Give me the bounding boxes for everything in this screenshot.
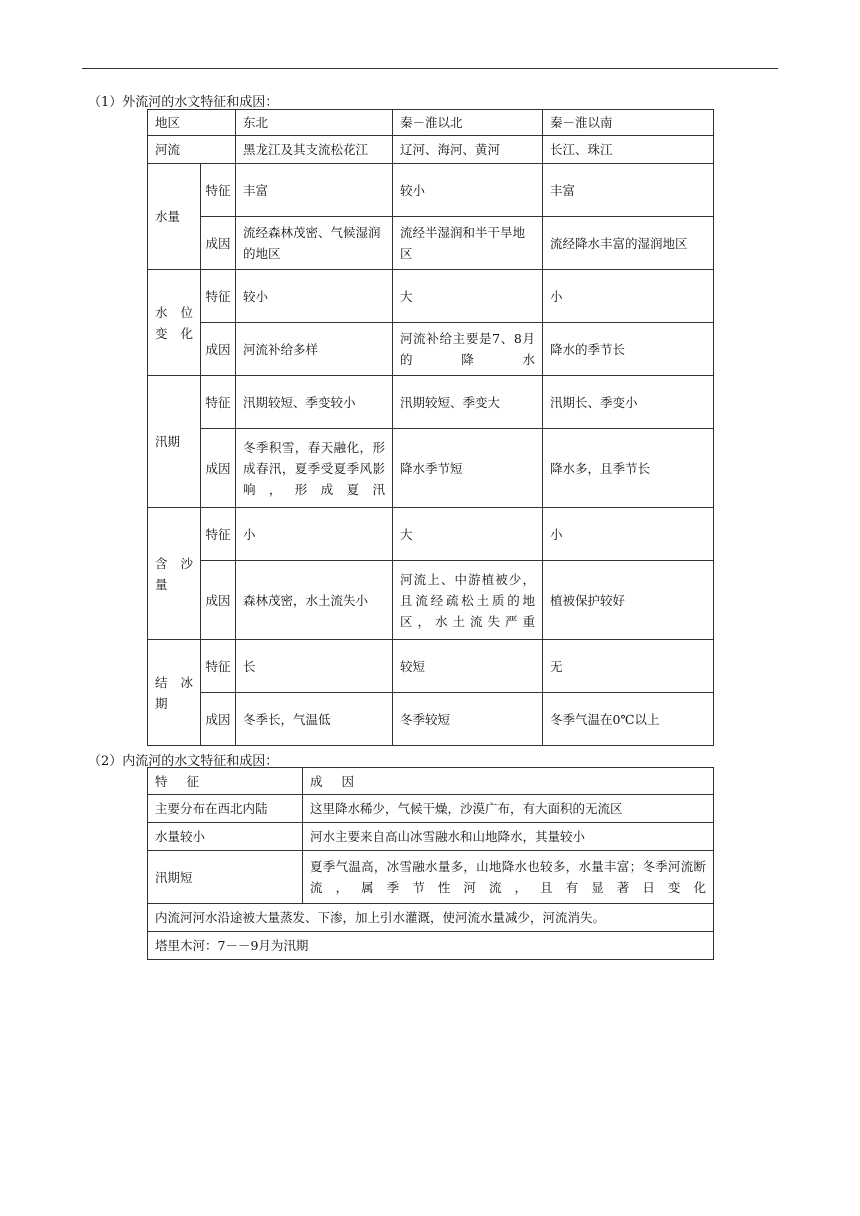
cell: 大 bbox=[393, 270, 543, 323]
attr-feature: 特征 bbox=[201, 508, 236, 561]
table-row bbox=[148, 164, 714, 217]
attr-feature: 特征 bbox=[201, 270, 236, 323]
attr-feature: 特征 bbox=[201, 164, 236, 217]
header-northeast: 东北 bbox=[236, 110, 393, 136]
header-north-of-qinhuai: 秦－淮以北 bbox=[393, 110, 543, 136]
cell: 丰富 bbox=[543, 164, 714, 217]
header-region: 地区 bbox=[148, 110, 236, 136]
cell: 较小 bbox=[236, 270, 393, 323]
group-label-water-level: 水 位 变化 bbox=[148, 270, 201, 376]
note-row: 塔里木河：7－－9月为汛期 bbox=[148, 932, 714, 960]
header-south-of-qinhuai: 秦－淮以南 bbox=[543, 110, 714, 136]
cell: 主要分布在西北内陆 bbox=[148, 795, 303, 823]
table-row bbox=[148, 795, 714, 823]
header-rule bbox=[82, 68, 778, 69]
cell: 冬季气温在0℃以上 bbox=[543, 693, 714, 746]
cell: 流经森林茂密、气候湿润的地区 bbox=[236, 217, 393, 270]
table-row bbox=[148, 932, 714, 960]
cell: 水量较小 bbox=[148, 823, 303, 851]
cell: 长 bbox=[236, 640, 393, 693]
attr-cause: 成因 bbox=[201, 693, 236, 746]
cell: 降水的季节长 bbox=[543, 323, 714, 376]
table-row bbox=[148, 851, 714, 904]
cell: 这里降水稀少，气候干燥，沙漠广布，有大面积的无流区 bbox=[303, 795, 714, 823]
cell: 河流补给多样 bbox=[236, 323, 393, 376]
cell: 小 bbox=[236, 508, 393, 561]
cell: 降水季节短 bbox=[393, 429, 543, 508]
row-label-river: 河流 bbox=[148, 136, 236, 164]
cell: 无 bbox=[543, 640, 714, 693]
cell: 冬季较短 bbox=[393, 693, 543, 746]
cell: 流经降水丰富的湿润地区 bbox=[543, 217, 714, 270]
exorheic-river-table bbox=[147, 109, 714, 746]
cell: 汛期长、季变小 bbox=[543, 376, 714, 429]
section-heading-exorheic: （1）外流河的水文特征和成因： bbox=[88, 95, 279, 110]
cell: 黑龙江及其支流松花江 bbox=[236, 136, 393, 164]
cell: 河流上、中游植被少，且流经疏松土质的地区，水土流失严重 bbox=[393, 561, 543, 640]
group-label-water-volume: 水量 bbox=[148, 164, 201, 270]
table-row bbox=[148, 823, 714, 851]
attr-cause: 成因 bbox=[201, 323, 236, 376]
cell: 汛期较短、季变较小 bbox=[236, 376, 393, 429]
table-row bbox=[148, 376, 714, 429]
table-row bbox=[148, 904, 714, 932]
cell: 长江、珠江 bbox=[543, 136, 714, 164]
cell: 汛期较短、季变大 bbox=[393, 376, 543, 429]
group-label-flood-season: 汛期 bbox=[148, 376, 201, 508]
attr-cause: 成因 bbox=[201, 217, 236, 270]
cell: 夏季气温高，冰雪融水量多，山地降水也较多，水量丰富；冬季河流断流，属季节性河流，且有显著日变化 bbox=[303, 851, 714, 904]
table-row bbox=[148, 429, 714, 508]
section-heading-endorheic: （2）内流河的水文特征和成因： bbox=[88, 754, 279, 769]
cell: 植被保护较好 bbox=[543, 561, 714, 640]
table-row bbox=[148, 640, 714, 693]
header-feature: 特 征 bbox=[148, 768, 303, 795]
cell: 汛期短 bbox=[148, 851, 303, 904]
table-row bbox=[148, 270, 714, 323]
cell: 较短 bbox=[393, 640, 543, 693]
cell: 小 bbox=[543, 270, 714, 323]
cell: 冬季积雪，春天融化，形成春汛，夏季受夏季风影响，形成夏汛 bbox=[236, 429, 393, 508]
header-cause: 成 因 bbox=[303, 768, 714, 795]
table-row bbox=[148, 508, 714, 561]
cell: 丰富 bbox=[236, 164, 393, 217]
table-row bbox=[148, 110, 714, 136]
cell: 冬季长，气温低 bbox=[236, 693, 393, 746]
attr-cause: 成因 bbox=[201, 561, 236, 640]
cell: 森林茂密，水土流失小 bbox=[236, 561, 393, 640]
cell: 降水多，且季节长 bbox=[543, 429, 714, 508]
endorheic-river-table bbox=[147, 767, 714, 960]
group-label-sediment: 含 沙 量 bbox=[148, 508, 201, 640]
cell: 河流补给主要是7、8月的降水 bbox=[393, 323, 543, 376]
attr-feature: 特征 bbox=[201, 376, 236, 429]
table-row bbox=[148, 768, 714, 795]
cell: 较小 bbox=[393, 164, 543, 217]
table-row bbox=[148, 136, 714, 164]
attr-feature: 特征 bbox=[201, 640, 236, 693]
cell: 河水主要来自高山冰雪融水和山地降水，其量较小 bbox=[303, 823, 714, 851]
cell: 流经半湿润和半干旱地区 bbox=[393, 217, 543, 270]
table-row bbox=[148, 561, 714, 640]
attr-cause: 成因 bbox=[201, 429, 236, 508]
cell: 大 bbox=[393, 508, 543, 561]
table-row bbox=[148, 693, 714, 746]
table-row bbox=[148, 323, 714, 376]
table-row bbox=[148, 217, 714, 270]
group-label-freeze: 结 冰 期 bbox=[148, 640, 201, 746]
cell: 小 bbox=[543, 508, 714, 561]
cell: 辽河、海河、黄河 bbox=[393, 136, 543, 164]
note-row: 内流河河水沿途被大量蒸发、下渗，加上引水灌溉，使河流水量减少，河流消失。 bbox=[148, 904, 714, 932]
